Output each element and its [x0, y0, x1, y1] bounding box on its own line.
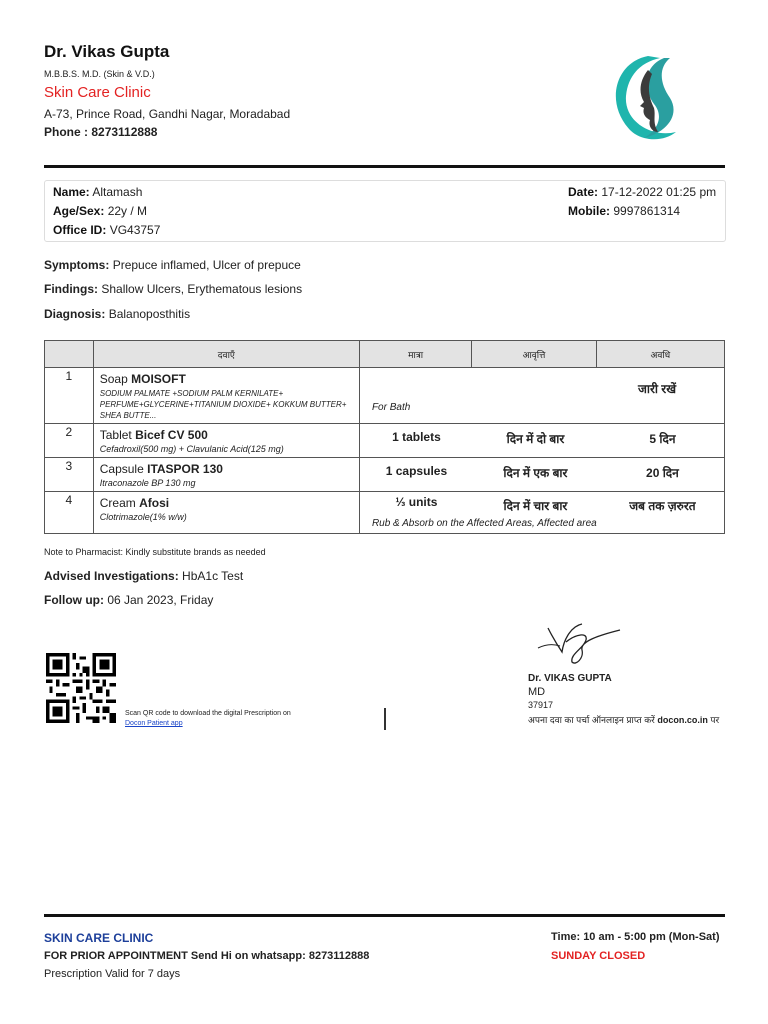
advised-investigations: [44, 569, 243, 583]
row-number: 1: [45, 368, 94, 424]
duration-value: जब तक ज़रुरत: [629, 499, 696, 513]
dosage-cell: [359, 492, 724, 534]
medicine-brand: Afosi: [139, 496, 170, 510]
signature-degree: MD: [528, 686, 546, 698]
medicine-form: Capsule: [99, 462, 144, 476]
docon-site: docon.co.in: [657, 715, 708, 725]
footer-divider: [44, 914, 725, 917]
pharmacist-note: Note to Pharmacist: Kindly substitute brands as needed: [44, 547, 266, 557]
medicine-brand: ITASPOR 130: [147, 462, 223, 476]
medicine-composition: Clotrimazole(1% w/w): [99, 512, 187, 522]
duration-value: 5 दिन: [649, 432, 676, 446]
instruction-text: For Bath: [371, 402, 411, 413]
table-row: [45, 368, 725, 424]
table-row: [45, 492, 725, 534]
follow-up: [44, 593, 213, 607]
office-label: Office ID:: [53, 223, 107, 237]
row-number: 2: [45, 424, 94, 458]
findings: [44, 282, 302, 296]
docon-text: अपना दवा का पर्चा ऑनलाइन प्राप्त करें: [528, 715, 655, 725]
diagnosis-label: Diagnosis:: [44, 307, 106, 321]
instruction-text: Rub & Absorb on the Affected Areas, Affected area: [371, 518, 597, 529]
frequency-value: दिन में चार बार: [503, 499, 568, 513]
signature-doctor-name: Dr. VIKAS GUPTA: [528, 673, 612, 684]
dosage-cell: [359, 424, 724, 458]
row-number: 4: [45, 492, 94, 534]
clinic-logo-icon: [608, 52, 690, 144]
docon-suffix: पर: [710, 715, 720, 725]
docon-promo: [528, 713, 719, 726]
symptoms-label: Symptoms:: [44, 258, 110, 272]
medicine-brand: MOISOFT: [131, 372, 186, 386]
findings-value: Shallow Ulcers, Erythematous lesions: [101, 282, 303, 296]
qr-code-icon[interactable]: [46, 653, 116, 723]
followup-label: Follow up:: [44, 593, 104, 607]
clinic-timing: Time: 10 am - 5:00 pm (Mon-Sat): [551, 931, 720, 943]
name-value: Altamash: [92, 185, 143, 199]
patient-name: [53, 183, 160, 202]
medicine-cell: [93, 424, 359, 458]
frequency-value: दिन में एक बार: [503, 466, 568, 480]
office-value: VG43757: [109, 223, 161, 237]
symptoms: [44, 258, 301, 272]
vertical-divider: [384, 708, 386, 730]
patient-info-box: [44, 180, 726, 242]
docon-app-link[interactable]: Docon Patient app: [125, 720, 183, 727]
doctor-signature-icon: [536, 618, 622, 666]
diagnosis: [44, 307, 190, 321]
patient-office-id: [53, 221, 160, 240]
footer-clinic-name: SKIN CARE CLINIC: [44, 931, 154, 945]
dosage-cell: [359, 368, 724, 424]
medicine-composition: SODIUM PALMATE +SODIUM PALM KERNILATE+ PERFUME+GLYCERINE+TITANIUM DIOXIDE+ KOKKUM BUTTER+ SHEA BUTTE...: [99, 389, 347, 420]
medicine-cell: [93, 458, 359, 492]
col-header-dose: मात्रा: [359, 341, 471, 368]
clinic-phone: [44, 125, 157, 139]
mobile-value: 9997861314: [613, 204, 681, 218]
table-header-row: [45, 341, 725, 368]
phone-value: 8273112888: [91, 125, 158, 139]
registration-number: 37917: [528, 700, 554, 710]
dosage-cell: [359, 458, 724, 492]
diagnosis-value: Balanoposthitis: [108, 307, 191, 321]
dose-value: ⅓ units: [395, 495, 438, 509]
agesex-value: 22y / M: [107, 204, 148, 218]
mobile-label: Mobile:: [568, 204, 610, 218]
duration-value: 20 दिन: [646, 466, 679, 480]
date-value: 17-12-2022 01:25 pm: [601, 185, 717, 199]
duration-value: जारी रखें: [637, 382, 677, 396]
table-row: [45, 458, 725, 492]
dose-value: 1 capsules: [385, 464, 448, 478]
medicine-brand: Bicef CV 500: [135, 428, 208, 442]
date-label: Date:: [568, 185, 599, 199]
medicine-composition: Cefadroxil(500 mg) + Clavulanic Acid(125 mg): [99, 444, 284, 454]
row-number: 3: [45, 458, 94, 492]
qr-caption: [125, 709, 291, 729]
visit-date: [568, 183, 716, 202]
col-header-duration: अवधि: [596, 341, 724, 368]
col-header-medicine: दवाएँ: [93, 341, 359, 368]
dose-value: 1 tablets: [392, 430, 441, 444]
doctor-name: Dr. Vikas Gupta: [44, 42, 170, 61]
clinic-name: Skin Care Clinic: [44, 84, 151, 101]
phone-label: Phone :: [44, 125, 88, 139]
col-header-frequency: आवृत्ति: [472, 341, 596, 368]
col-header-num: [45, 341, 94, 368]
footer-appointment: [44, 950, 369, 962]
table-row: [45, 424, 725, 458]
investigations-label: Advised Investigations:: [44, 569, 179, 583]
patient-mobile: [568, 202, 716, 221]
doctor-qualification: M.B.B.S. M.D. (Skin & V.D.): [44, 69, 155, 79]
symptoms-value: Prepuce inflamed, Ulcer of prepuce: [112, 258, 301, 272]
investigations-value: HbA1c Test: [182, 569, 244, 583]
appointment-number: 8273112888: [308, 950, 370, 962]
followup-value: 06 Jan 2023, Friday: [107, 593, 214, 607]
name-label: Name:: [53, 185, 90, 199]
frequency-value: दिन में दो बार: [506, 432, 565, 446]
medicine-form: Tablet: [99, 428, 132, 442]
appointment-label: FOR PRIOR APPOINTMENT Send Hi on whatsapp:: [44, 950, 306, 962]
findings-label: Findings:: [44, 282, 98, 296]
agesex-label: Age/Sex:: [53, 204, 105, 218]
prescription-table: [44, 340, 725, 534]
qr-text: Scan QR code to download the digital Prescription on: [125, 710, 291, 717]
clinic-address: A-73, Prince Road, Gandhi Nagar, Moradabad: [44, 107, 291, 121]
prescription-validity: Prescription Valid for 7 days: [44, 968, 181, 980]
closed-day: SUNDAY CLOSED: [551, 950, 646, 962]
patient-agesex: [53, 202, 160, 221]
header-divider: [44, 165, 725, 168]
medicine-form: Soap: [99, 372, 128, 386]
medicine-cell: [93, 492, 359, 534]
medicine-form: Cream: [99, 496, 136, 510]
medicine-cell: [93, 368, 359, 424]
medicine-composition: Itraconazole BP 130 mg: [99, 478, 196, 488]
